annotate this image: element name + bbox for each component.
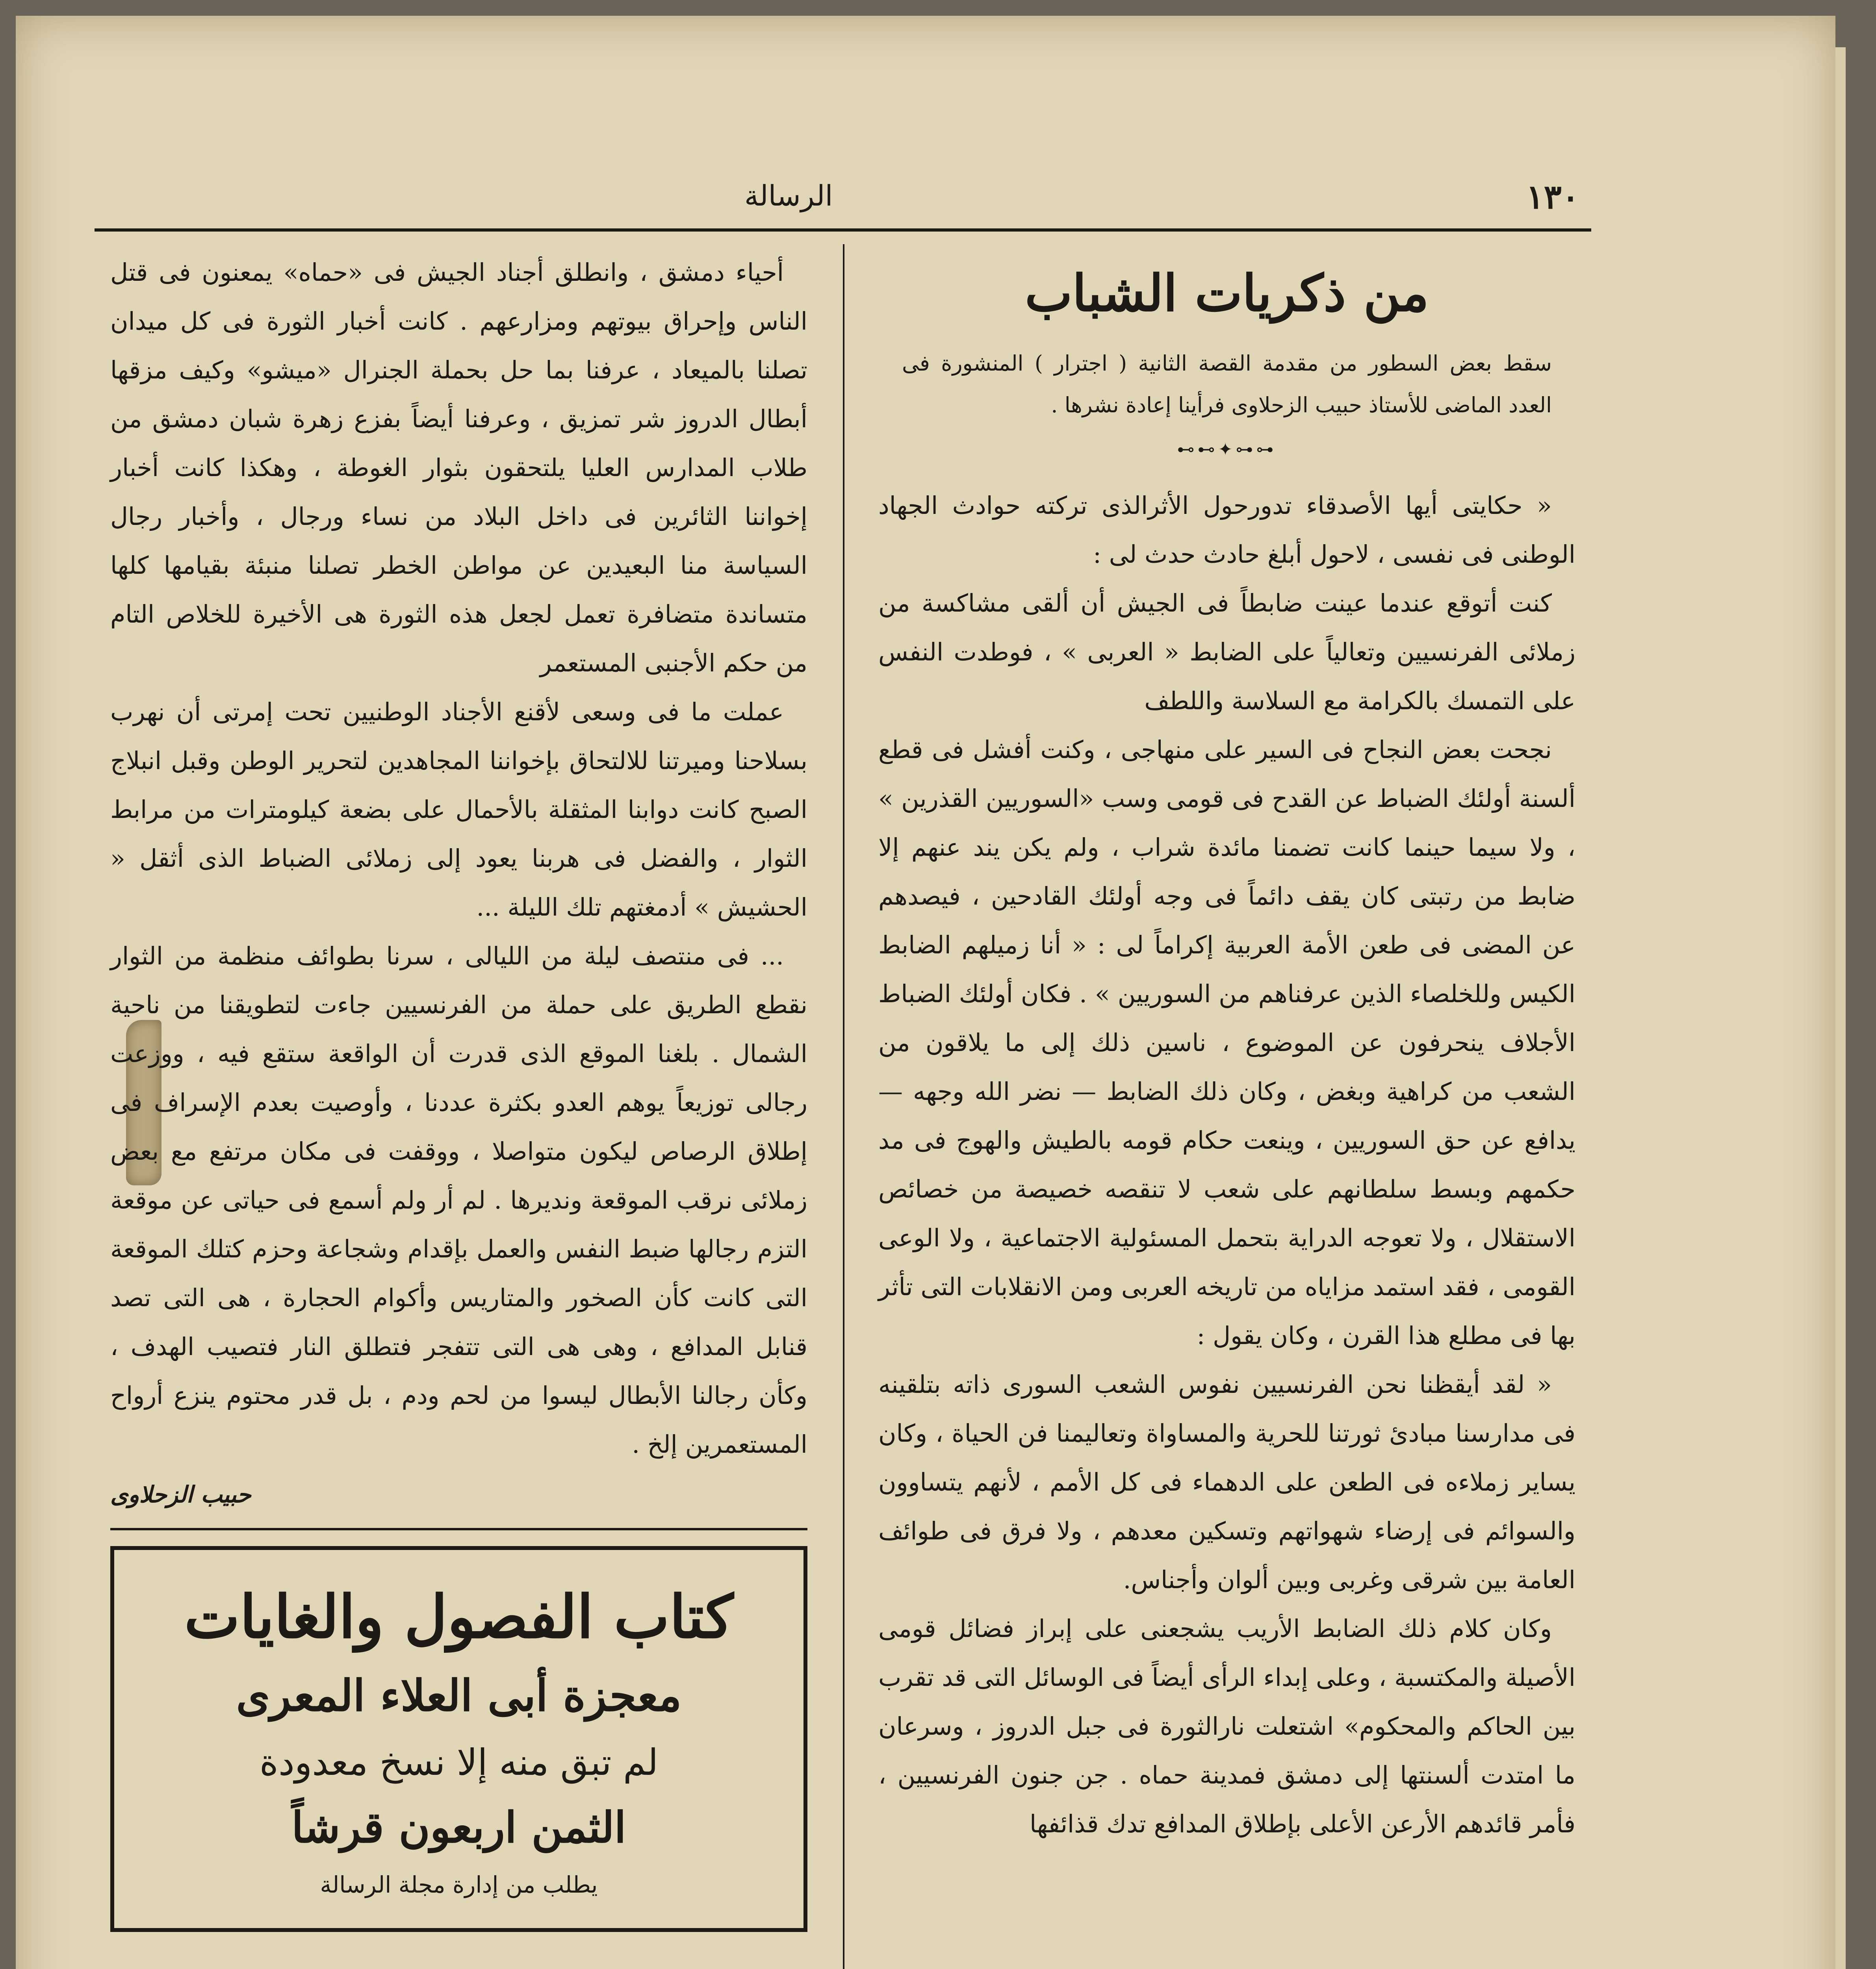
- book-advertisement: [110, 1546, 807, 1932]
- horizontal-rule: [110, 1528, 807, 1530]
- article-paragraph: نجحت بعض النجاح فى السير على منهاجى ، وكنت أفشل فى قطع ألسنة أولئك الضباط عن القدح فى قومى وسب «السوريين القذرين » ، ولا سيما حينما كانت تضمنا مائدة شراب ، ولم يكن يند عنهم إلا ضابط من رتبتى كان يقف دائماً فى وجه أولئك القادحين ، فيصدهم عن المضى فى طعن الأمة العربية إكراماً لى : « أنا زميلهم الضابط الكيس وللخلصاء الذين عرفناهم من السوريين » . فكان أولئك الضباط الأجلاف ينحرفون عن الموضوع ، ناسين ذلك إلى ما يلاقون من الشعب من كراهية وبغض ، وكان ذلك الضابط — نضر الله وجهه — يدافع عن حق السوريين ، وينعت حكام قومه بالطيش والهوج فى مد حكمهم وبسط سلطانهم على شعب لا تنقصه خصيصة من خصائص الاستقلال ، ولا تعوجه الدراية بتحمل المسئولية الاجتماعية ، ولا الوعى القومى ، فقد استمد مزاياه من تاريخه العربى ومن الانقلابات التى تأثر بها فى مطلع هذا القرن ، وكان يقول :: [878, 735, 1575, 1350]
- article-title: من ذكريات الشباب: [1025, 264, 1429, 323]
- article-paragraph: وكان كلام ذلك الضابط الأريب يشجعنى على إبراز فضائل قومى الأصيلة والمكتسبة ، وعلى إبداء الرأى أيضاً فى الوسائل التى قد تقرب بين الحاكم والمحكوم» اشتعلت نارالثورة فى جبل الدروز ، وسرعان ما امتدت ألسنتها إلى دمشق فمدينة حماه . جن جنون الفرنسيين ، فأمر قائدهم الأرعن الأعلى بإطلاق المدافع تدك قذائفها: [878, 1614, 1575, 1838]
- running-header: [95, 169, 1591, 232]
- magazine-page: [95, 146, 1591, 1969]
- advert-price: الثمن اربعون قرشاً: [291, 1803, 626, 1852]
- left-column: [110, 248, 807, 1932]
- paper-sheet: [16, 16, 1835, 1969]
- advert-title: كتاب الفصول والغايات: [184, 1582, 734, 1652]
- article-paragraph: أحياء دمشق ، وانطلق أجناد الجيش فى «حماه» يمعنون فى قتل الناس وإحراق بيوتهم ومزارعهم . كانت أخبار الثورة فى كل ميدان تصلنا بالميعاد ، عرفنا بما حل بحملة الجنرال «ميشو» وكيف مزقها أبطال الدروز شر تمزيق ، وعرفنا أيضاً بفزع زهرة شبان دمشق من طلاب المدارس العليا يلتحقون بثوار الغوطة ، وهكذا كانت أخبار إخواننا الثائرين فى داخل البلاد من نساء ورجال ، وأخبار رجال السياسة منا البعيدين عن مواطن الخطر تصلنا منبئة بقيامها كلها متساندة متضافرة تعمل لجعل هذه الثورة هى الأخيرة للخلاص التام من حكم الأجنبى المستعمر: [110, 258, 807, 677]
- right-column: [878, 248, 1575, 1848]
- ornament-divider: ⊷⊷✦⊶⊶: [1177, 439, 1277, 460]
- magazine-name: الرسالة: [744, 179, 833, 212]
- author-signature: حبيب الزحلاوى: [110, 1481, 251, 1508]
- article-paragraph: « حكايتى أيها الأصدقاء تدورحول الأثرالذى تركته حوادث الجهاد الوطنى فى نفسى ، لاحول أبلغ حادث حدث لى :: [878, 491, 1575, 569]
- article-paragraph: ... فى منتصف ليلة من الليالى ، سرنا بطوائف منظمة من الثوار نقطع الطريق على حملة من الفرنسيين جاءت لتطويقنا من ناحية الشمال . بلغنا الموقع الذى قدرت أن الواقعة ستقع فيه ، ووزعت رجالى توزيعاً يوهم العدو بكثرة عددنا ، وأوصيت بعدم الإسراف فى إطلاق الرصاص ليكون متواصلا ، ووقفت فى مكان مرتفع مع بعض زملائى نرقب الموقعة ونديرها . لم أر ولم أسمع فى حياتى عن موقعة التزم رجالها ضبط النفس والعمل بإقدام وشجاعة وحزم كتلك الموقعة التى كانت كأن الصخور والمتاريس وأكوام الحجارة ، هى التى تصد قنابل المدافع ، وهى هى التى تتفجر فتطلق النار فتصيب الهدف ، وكأن رجالنا الأبطال ليسوا من لحم ودم ، بل قدر محتوم ينزع أرواح المستعمرين إلخ .: [110, 942, 807, 1459]
- editor-note: سقط بعض السطور من مقدمة القصة الثانية ( اجترار ) المنشورة فى العدد الماضى للأستاذ حبيب الزحلاوى فرأينا إعادة نشرها .: [902, 351, 1552, 417]
- column-divider: [843, 244, 844, 1969]
- advert-subtitle: معجزة أبى العلاء المعرى: [236, 1670, 682, 1721]
- advert-stock-note: لم تبق منه إلا نسخ معدودة: [259, 1741, 659, 1784]
- page-number: ١٣٠: [1526, 177, 1579, 216]
- article-paragraph: « لقد أيقظنا نحن الفرنسيين نفوس الشعب السورى ذاته بتلقينه فى مدارسنا مبادئ ثورتنا للحرية والمساواة وتعاليمنا فن الحياة ، وكان يساير زملاءه فى الطعن على الدهماء فى كل الأمم ، لأنهم يتساوون والسوائم فى إرضاء شهواتهم وتسكين معدهم ، ولا فرق فى طوائف العامة بين شرقى وغربى وبين ألوان وأجناس.: [878, 1370, 1575, 1594]
- article-paragraph: كنت أتوقع عندما عينت ضابطاً فى الجيش أن ألقى مشاكسة من زملائى الفرنسيين وتعالياً على الضابط « العربى » ، فوطدت النفس على التمسك بالكرامة مع السلاسة واللطف: [878, 589, 1575, 715]
- article-paragraph: عملت ما فى وسعى لأقنع الأجناد الوطنيين تحت إمرتى أن نهرب بسلاحنا وميرتنا للالتحاق بإخواننا المجاهدين لتحرير الوطن وقبل انبلاج الصبح كانت دوابنا المثقلة بالأحمال على بضعة كيلومترات من مرابط الثوار ، والفضل فى هربنا يعود إلى زملائى الضباط الذى أثقل « الحشيش » أدمغتهم تلك الليلة ...: [110, 697, 807, 921]
- advert-order-note: يطلب من إدارة مجلة الرسالة: [320, 1871, 598, 1898]
